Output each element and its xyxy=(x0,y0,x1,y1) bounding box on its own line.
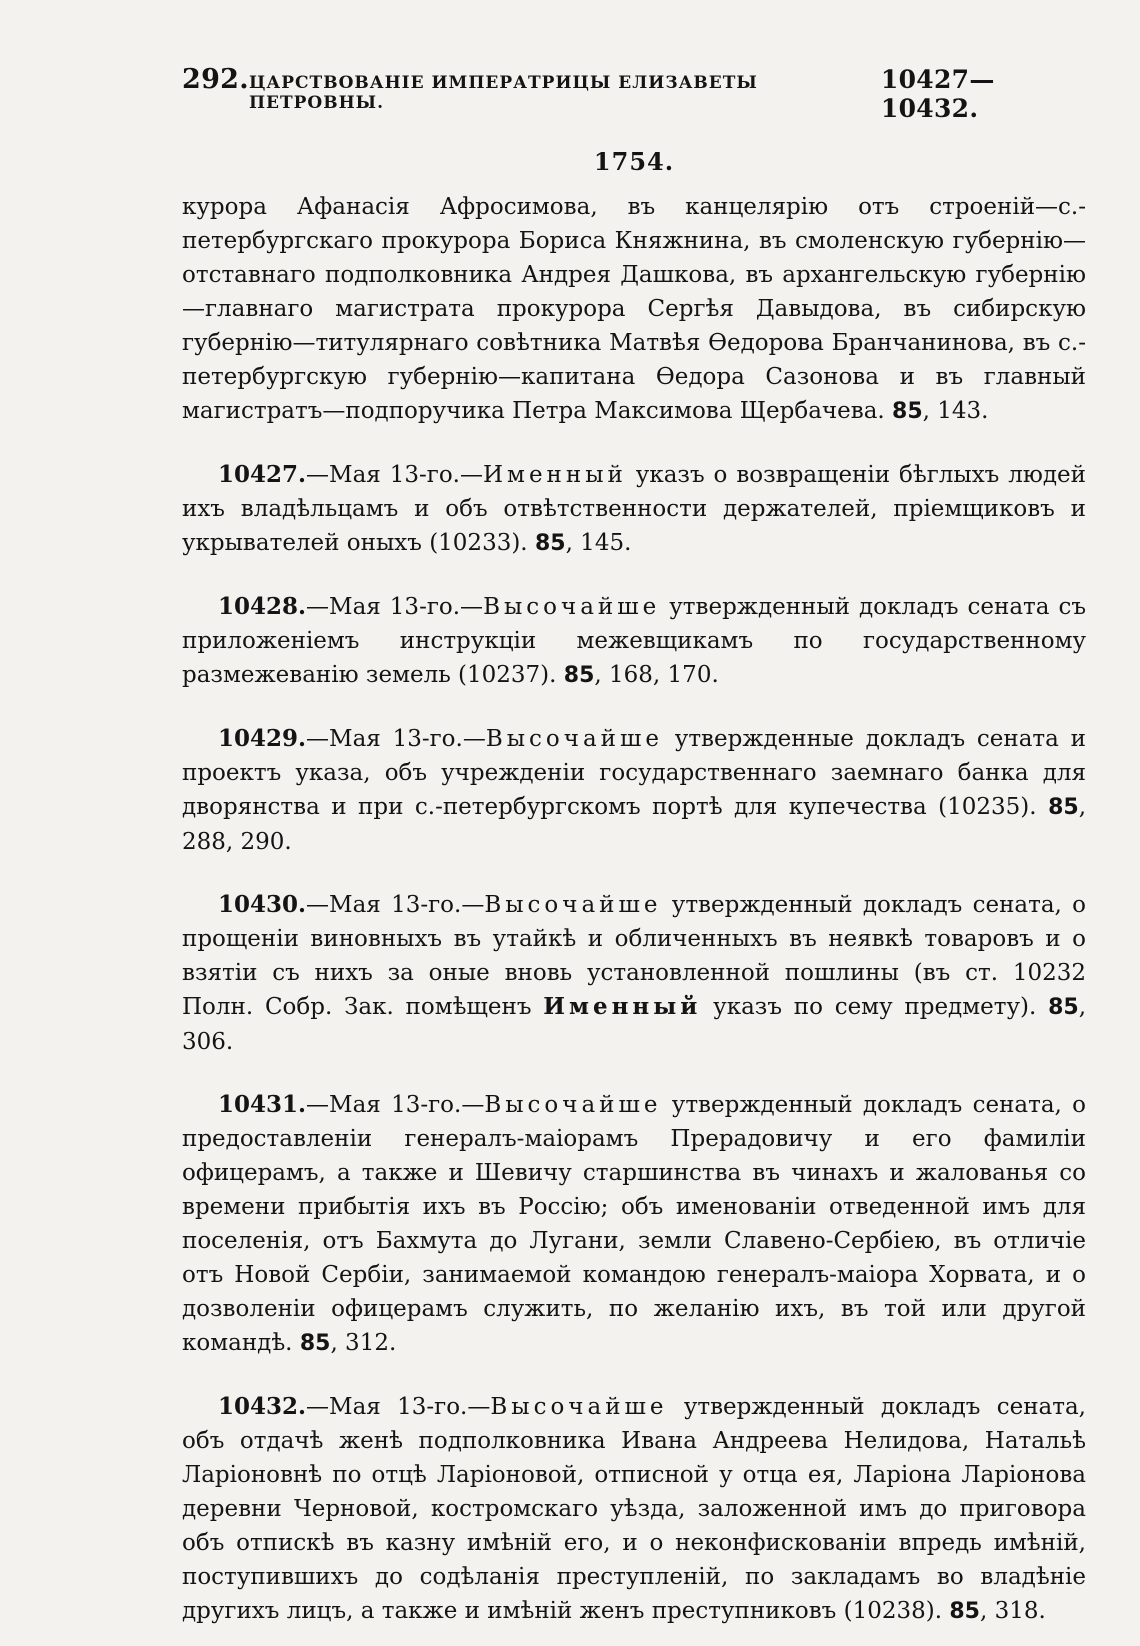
entry-date: —Мая 13-го.— xyxy=(306,462,483,488)
page-ref: , 318. xyxy=(979,1598,1046,1624)
entry-body: указъ о возвращеніи бѣглыхъ людей ихъ владѣльцамъ и объ отвѣтственности держателей, пріемщиковъ и укрывателей оныхъ (10233). xyxy=(182,462,1086,556)
running-head xyxy=(182,64,1086,123)
entry-body: утвержденный докладъ сената, о прощеніи виновныхъ въ утайкѣ и обличенныхъ въ неявкѣ товаровъ и о взятіи съ нихъ за оные вновь установленной пошлины (въ ст. 10232 Полн. Собр. Зак. помѣщенъ xyxy=(182,892,1086,1020)
volume-ref: 85 xyxy=(1048,995,1079,1020)
entry-body: утвержденный докладъ сената, о предоставленіи генералъ-маіорамъ Прерадовичу и его фамиліи офицерамъ, а также и Шевичу старшинства въ чинахъ и жалованья со времени прибытія ихъ въ Россію; объ именованіи отведенной имъ для поселенія, отъ Бахмута до Лугани, земли Славено-Сербіею, въ отличіе отъ Новой Сербіи, занимаемой командою генералъ-маіора Хорвата, и о дозволеніи офицерамъ служить, по желанію ихъ, въ той или другой командѣ. xyxy=(182,1092,1086,1356)
volume-ref: 85 xyxy=(534,531,566,556)
entry-number: 10430. xyxy=(218,891,307,918)
volume-ref: 85 xyxy=(892,399,923,424)
volume-ref: 85 xyxy=(1048,795,1079,820)
entry-kind: Высочайше xyxy=(484,892,662,918)
entry-date: —Мая 13-го.— xyxy=(306,594,484,620)
year-heading: 1754. xyxy=(593,147,675,176)
continuation-paragraph xyxy=(182,190,1086,429)
entry-10427 xyxy=(182,458,1086,561)
entry-date: —Мая 13-го.— xyxy=(306,726,486,752)
entry-date: —Мая 13-го.— xyxy=(306,892,485,918)
page-number: 292. xyxy=(182,64,249,95)
entry-kind: Высочайше xyxy=(484,1092,662,1118)
entry-10432 xyxy=(182,1390,1086,1629)
page-ref: , 145. xyxy=(565,530,632,556)
page-ref: , 306. xyxy=(182,994,1086,1055)
entry-number: 10432. xyxy=(218,1393,307,1420)
entry-body: утвержденные докладъ сената и проектъ указа, объ учрежденіи государственнаго заемнаго банка для дворянства и при с.-петербургскомъ портѣ для купечества (10235). xyxy=(182,726,1086,820)
entry-kind-inline: Именный xyxy=(543,993,702,1020)
page-ref: , 288, 290. xyxy=(182,794,1086,855)
entry-number: 10429. xyxy=(218,725,307,752)
entry-body: утвержденный докладъ сената, объ отдачѣ женѣ подполковника Ивана Андреева Нелидова, Натальѣ Ларіоновнѣ по отцѣ Ларіоновой, отписной у отца ея, Ларіона Ларіонова деревни Черновой, костромскаго уѣзда, заложенной имъ до приговора объ отпискѣ въ казну имѣній его, и о неконфискованіи впредь имѣній, поступившихъ до содѣланія преступленій, по закладамъ во владѣніе другихъ лицъ, а также и имѣній женъ преступниковъ (10238). xyxy=(182,1394,1086,1624)
entry-range: 10427—10432. xyxy=(880,65,995,123)
page-ref: , 143. xyxy=(922,398,989,424)
entry-10429 xyxy=(182,722,1086,859)
entry-date: —Мая 13-го.— xyxy=(306,1092,485,1118)
page-ref: , 168, 170. xyxy=(594,662,719,688)
volume-ref: 85 xyxy=(563,663,595,688)
entry-10430 xyxy=(182,888,1086,1059)
page-ref: , 312. xyxy=(330,1330,397,1356)
entry-kind: Именный xyxy=(483,462,627,488)
entry-10431 xyxy=(182,1088,1086,1361)
entry-date: —Мая 13-го.— xyxy=(306,1394,491,1420)
entry-number: 10427. xyxy=(218,461,307,488)
entry-number: 10428. xyxy=(218,593,307,620)
entry-kind: Высочайше xyxy=(490,1394,668,1420)
entry-kind: Высочайше xyxy=(483,594,661,620)
entry-body: утвержденный докладъ сената съ приложеніемъ инструкціи межевщикамъ по государственному размежеванію земель (10237). xyxy=(182,594,1086,688)
continuation-text: курора Афанасія Афросимова, въ канцелярію отъ строеній—с.-петербургскаго прокурора Бориса Княжнина, въ смоленскую губернію—отставнаго подполковника Андрея Дашкова, въ архангельскую губернію—главнаго магистрата прокурора Сергѣя Давыдова, въ сибирскую губернію—титулярнаго совѣтника Матвѣя Ѳедорова Бранчанинова, въ с.-петербургскую губернію—капитана Ѳедора Сазонова и въ главный магистратъ—подпоручика Петра Максимова Щербачева. xyxy=(182,194,1086,424)
entry-10428 xyxy=(182,590,1086,693)
volume-ref: 85 xyxy=(299,1331,331,1356)
entry-number: 10431. xyxy=(218,1091,307,1118)
entry-body-end: указъ по сему предмету). xyxy=(701,994,1037,1020)
entry-kind: Высочайше xyxy=(485,726,664,752)
volume-ref: 85 xyxy=(949,1599,980,1624)
running-title: ЦАРСТВОВАНІЕ ИМПЕРАТРИЦЫ ЕЛИЗАВЕТЫ ПЕТРОВНЫ. xyxy=(248,73,758,113)
